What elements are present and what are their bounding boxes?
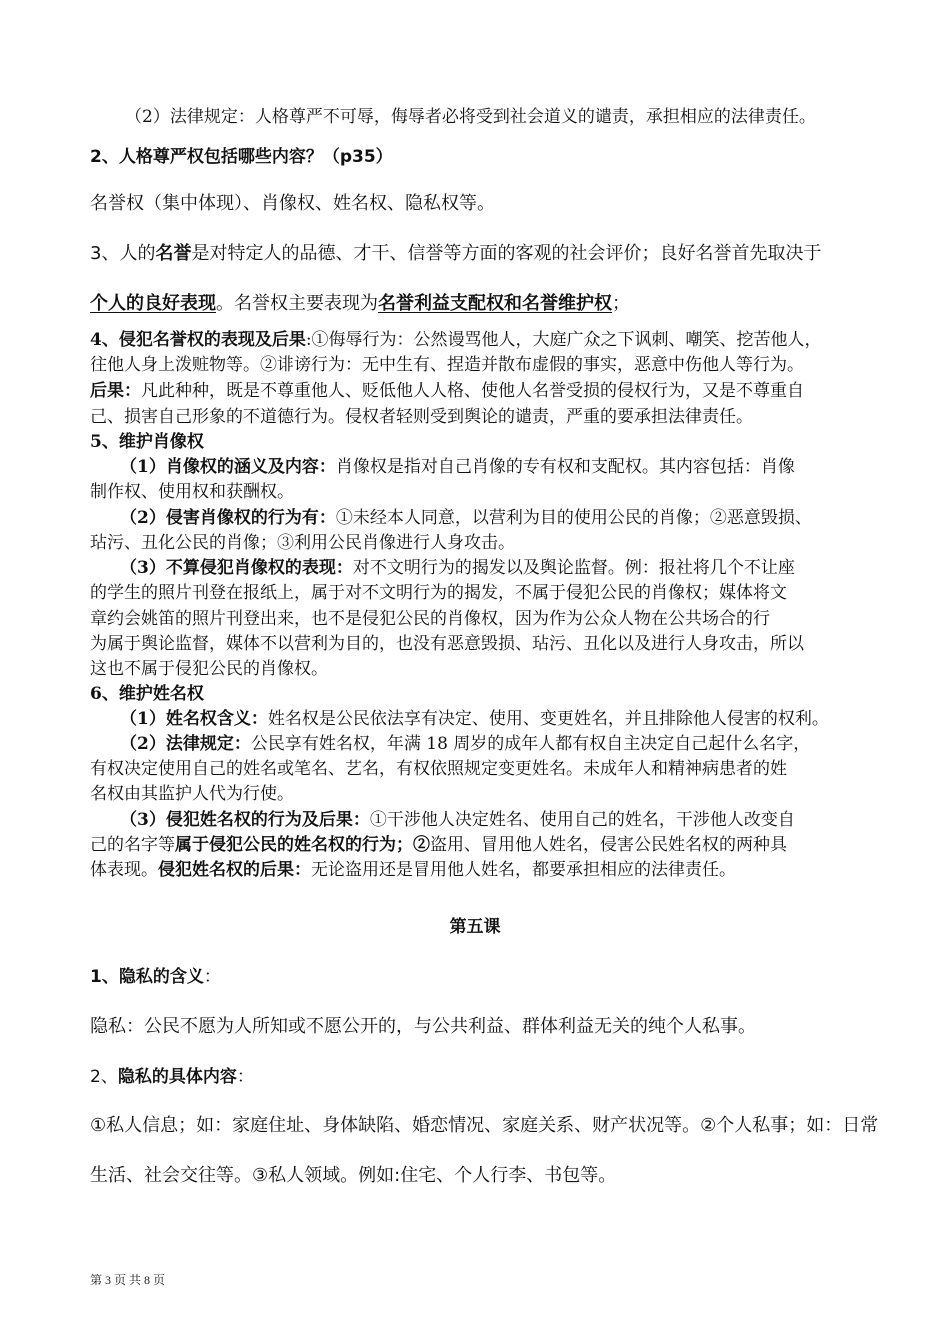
name-item-1-label: （1）姓名权含义：	[120, 709, 268, 729]
privacy-meaning-label: 1、隐私的含义	[90, 967, 204, 987]
name-item-3-line-3	[90, 855, 736, 880]
answer-2-text: 名誉权（集中体现）、肖像权、姓名权、隐私权等。	[90, 193, 495, 214]
question-2-heading: 2、人格尊严权包括哪些内容？（p35）	[90, 147, 393, 167]
point-3-definition: 是对特定人的品德、才干、信誉等方面的客观的社会评价；良好名誉首先取决于	[191, 243, 822, 264]
portrait-item-3-text: 对不文明行为的揭发以及舆论监督。例：报社将几个不让座	[352, 558, 795, 578]
privacy-point-2-number: 2、	[90, 1067, 118, 1087]
portrait-item-1-line-2: 制作权、使用权和获酬权。	[90, 482, 294, 502]
page-footer: 第 3 页 共 8 页	[90, 1273, 166, 1287]
point-3-middle: 。名誉权主要表现为	[216, 293, 378, 314]
good-performance-term: 个人的良好表现	[90, 293, 216, 314]
portrait-item-2-line-2: 玷污、丑化公民的肖像；③利用公民肖像进行人身攻击。	[90, 533, 515, 553]
portrait-item-3-line-3: 章约会姚笛的照片刊登出来，也不是侵犯公民的肖像权，因为作为公众人物在公共场合的行	[90, 609, 770, 629]
name-consequence-text: 无论盗用还是冒用他人姓名，都要承担相应的法律责任。	[311, 860, 736, 880]
portrait-item-3-label: （3）不算侵犯肖像权的表现：	[120, 558, 353, 578]
point-4-heading: 4、侵犯名誉权的表现及后果	[90, 330, 306, 350]
privacy-content-line-2: 生活、社会交往等。③私人领域。例如:住宅、个人行李、书包等。	[90, 1165, 617, 1186]
reputation-term: 名誉	[155, 243, 192, 264]
privacy-definition: 隐私：公民不愿为人所知或不愿公开的，与公共利益、群体利益无关的纯个人私事。	[90, 1016, 756, 1037]
name-item-2-label: （2）法律规定：	[120, 734, 251, 754]
portrait-item-2-text: ①未经本人同意，以营利为目的使用公民的肖像；②恶意毁损、	[335, 508, 812, 528]
name-item-3-rest: 盗用、冒用他人姓名，侵害公民姓名权的两种具	[430, 835, 787, 855]
point-4-line-4: 己、损害自己形象的不道德行为。侵权者轻则受到舆论的谴责，严重的要承担法律责任。	[90, 407, 753, 427]
point-4-line-3	[90, 376, 804, 401]
point-3-prefix: 3、人的	[90, 243, 156, 264]
name-item-2-line-3: 名权由其监护人代为行使。	[90, 784, 294, 804]
section-6-heading: 6、维护姓名权	[90, 684, 204, 704]
point-3-line-2	[90, 289, 630, 315]
reputation-rights-term: 名誉利益支配权和名誉维护权	[378, 293, 612, 314]
portrait-item-3-line-5: 这也不属于侵犯公民的肖像权。	[90, 659, 328, 679]
portrait-item-2-label: （2）侵害肖像权的行为有：	[120, 508, 336, 528]
privacy-content-colon: ：	[236, 1067, 254, 1087]
point-3-line-1	[90, 239, 821, 265]
section-5-heading: 5、维护肖像权	[90, 432, 204, 452]
name-item-1-text: 姓名权是公民依法享有决定、使用、变更姓名，并且排除他人侵害的权利。	[267, 709, 829, 729]
name-item-3-tail: 体表现。	[90, 860, 158, 880]
point-4-line-1	[90, 325, 822, 350]
privacy-point-1-heading	[90, 962, 221, 987]
portrait-item-2-line-1	[120, 503, 812, 528]
lesson-title: 第五课	[449, 917, 501, 937]
privacy-meaning-colon: ：	[203, 967, 221, 987]
name-item-2-line-2: 有权决定使用自己的姓名或笔名、艺名，有权依照规定变更姓名。未成年人和精神病患者的姓	[90, 759, 787, 779]
consequence-text: 凡此种种，既是不尊重他人、贬低他人人格、使他人名誉受损的侵权行为，又是不尊重自	[141, 381, 804, 401]
name-item-3-line-1	[120, 805, 795, 830]
name-item-1-line-1	[120, 704, 829, 729]
privacy-point-2-heading	[90, 1062, 254, 1087]
privacy-content-line-1: ①私人信息；如：家庭住址、身体缺陷、婚恋情况、家庭关系、财产状况等。②个人私事；如：日常	[90, 1115, 879, 1136]
name-item-3-bold-phrase: 属于侵犯公民的姓名权的行为；②	[175, 835, 430, 855]
portrait-item-1-text: 肖像权是指对自己肖像的专有权和支配权。其内容包括：肖像	[335, 457, 795, 477]
portrait-item-1-line-1	[120, 452, 795, 477]
name-item-3-prefix: 己的名字等	[90, 835, 175, 855]
portrait-item-3-line-2: 的学生的照片刊登在报纸上，属于对不文明行为的揭发，不属于侵犯公民的肖像权；媒体将文	[90, 583, 787, 603]
name-item-3-label: （3）侵犯姓名权的行为及后果：	[120, 810, 370, 830]
privacy-content-label: 隐私的具体内容	[117, 1067, 237, 1087]
portrait-item-3-line-4: 为属于舆论监督，媒体不以营利为目的，也没有恶意毁损、玷污、丑化以及进行人身攻击，所以	[90, 634, 804, 654]
portrait-item-1-label: （1）肖像权的涵义及内容：	[120, 457, 336, 477]
consequence-label: 后果：	[90, 381, 141, 401]
name-item-3-line-2	[90, 830, 787, 855]
law-rule-line: （2）法律规定：人格尊严不可辱，侮辱者必将受到社会道义的谴责，承担相应的法律责任。	[125, 107, 816, 127]
point-4-text: :①侮辱行为：公然谩骂他人，大庭广众之下讽刺、嘲笑、挖苦他人，	[305, 330, 822, 350]
name-consequence-label: 侵犯姓名权的后果：	[158, 860, 311, 880]
point-3-end: ；	[612, 293, 630, 314]
name-item-2-text: 公民享有姓名权，年满 18 周岁的成年人都有权自主决定自己起什么名字，	[250, 734, 811, 754]
portrait-item-3-line-1	[120, 553, 795, 578]
name-item-3-text: ①干涉他人决定姓名、使用自己的姓名，干涉他人改变自	[369, 810, 795, 830]
point-4-line-2: 往他人身上泼赃物等。②诽谤行为：无中生有、捏造并散布虚假的事实，恶意中伤他人等行为。	[90, 355, 804, 375]
name-item-2-line-1	[120, 729, 810, 754]
